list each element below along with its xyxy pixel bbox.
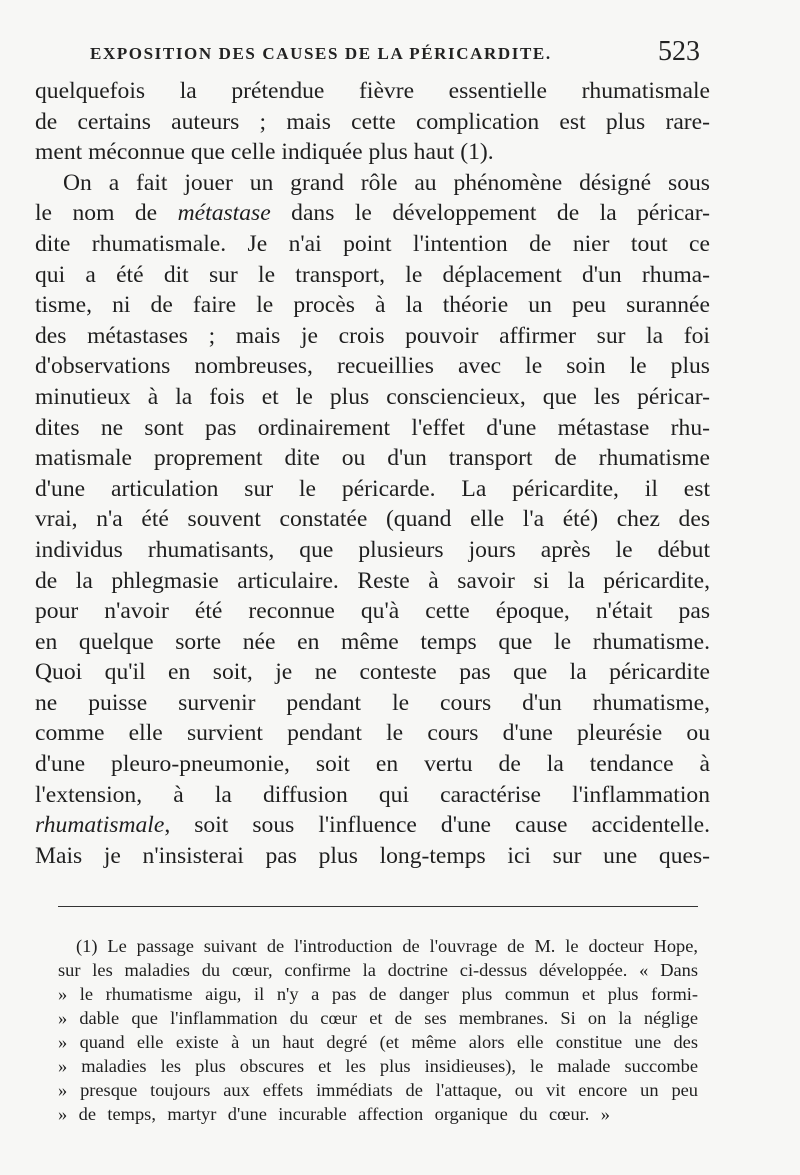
text-line: ment méconnue que celle indiquée plus haut (1).	[35, 139, 494, 166]
text-line: ne puisse survenir pendant le cours d'un rhumatisme,	[35, 689, 710, 716]
text-line: comme elle survient pendant le cours d'une pleurésie ou	[35, 720, 710, 747]
footnote-line: » dable que l'inflammation du cœur et de ses membranes. Si on la néglige	[58, 1008, 698, 1028]
text-fragment: dans le développement de la péricar-	[291, 200, 711, 227]
text-line: en quelque sorte née en même temps que le rhumatisme.	[35, 628, 710, 655]
text-line: minutieux à la fois et le plus consciencieux, que les péricar-	[35, 383, 710, 410]
text-line: d'observations nombreuses, recueillies avec le soin le plus	[35, 353, 710, 380]
text-line: matismale proprement dite ou d'un transport de rhumatisme	[35, 445, 710, 472]
footnote-line: » maladies les plus obscures et les plus insidieuses), le malade succombe	[58, 1056, 698, 1076]
footnote-line: » le rhumatisme aigu, il n'y a pas de danger plus commun et plus formi-	[58, 984, 698, 1004]
text-line: l'extension, à la diffusion qui caractérise l'inflammation	[35, 781, 710, 808]
text-line: individus rhumatisants, que plusieurs jours après le début	[35, 536, 710, 563]
text-line	[35, 810, 710, 841]
text-line: dites ne sont pas ordinairement l'effet d'une métastase rhu-	[35, 414, 710, 441]
text-line: de certains auteurs ; mais cette complication est plus rare-	[35, 108, 710, 135]
text-line: qui a été dit sur le transport, le déplacement d'un rhuma-	[35, 261, 710, 288]
text-line: d'une pleuro-pneumonie, soit en vertu de la tendance à	[35, 751, 710, 778]
running-title: EXPOSITION DES CAUSES DE LA PÉRICARDITE.	[90, 44, 552, 63]
italic-term: rhumatismale	[35, 812, 165, 839]
footnotes	[58, 934, 698, 1126]
italic-term: métastase	[177, 200, 271, 227]
page-number: 523	[658, 36, 700, 67]
running-head	[90, 36, 700, 66]
footnote-rule	[58, 906, 698, 907]
text-line: vrai, n'a été souvent constatée (quand elle l'a été) chez des	[35, 506, 710, 533]
text-line: de la phlegmasie articulaire. Reste à savoir si la péricardite,	[35, 567, 710, 594]
text-line: quelquefois la prétendue fièvre essentielle rhumatismale	[35, 78, 710, 104]
text-line: tisme, ni de faire le procès à la théorie un peu surannée	[35, 292, 710, 319]
text-line: pour n'avoir été reconnue qu'à cette époque, n'était pas	[35, 598, 710, 625]
footnote-line: » presque toujours aux effets immédiats de l'attaque, ou vit encore un peu	[58, 1080, 698, 1100]
text-line: des métastases ; mais je crois pouvoir affirmer sur la foi	[35, 322, 710, 349]
body-text	[35, 76, 710, 871]
footnote-line: » de temps, martyr d'une incurable affection organique du cœur. »	[58, 1104, 610, 1124]
text-line: dite rhumatismale. Je n'ai point l'intention de nier tout ce	[35, 230, 710, 257]
text-line: Quoi qu'il en soit, je ne conteste pas que la péricardite	[35, 659, 710, 686]
text-fragment: le nom de	[35, 200, 158, 227]
text-line: On a fait jouer un grand rôle au phénomène désigné sous	[63, 169, 710, 196]
footnote-line: (1) Le passage suivant de l'introduction de l'ouvrage de M. le docteur Hope,	[76, 936, 698, 956]
footnote-line: » quand elle existe à un haut degré (et même alors elle constitue une des	[58, 1032, 698, 1052]
footnote-line: sur les maladies du cœur, confirme la doctrine ci-dessus développée. « Dans	[58, 960, 698, 980]
text-fragment: , soit sous l'influence d'une cause accidentelle.	[164, 812, 710, 839]
text-line: Mais je n'insisterai pas plus long-temps ici sur une ques-	[35, 842, 710, 869]
text-line	[35, 198, 710, 229]
text-line: d'une articulation sur le péricarde. La péricardite, il est	[35, 475, 710, 502]
